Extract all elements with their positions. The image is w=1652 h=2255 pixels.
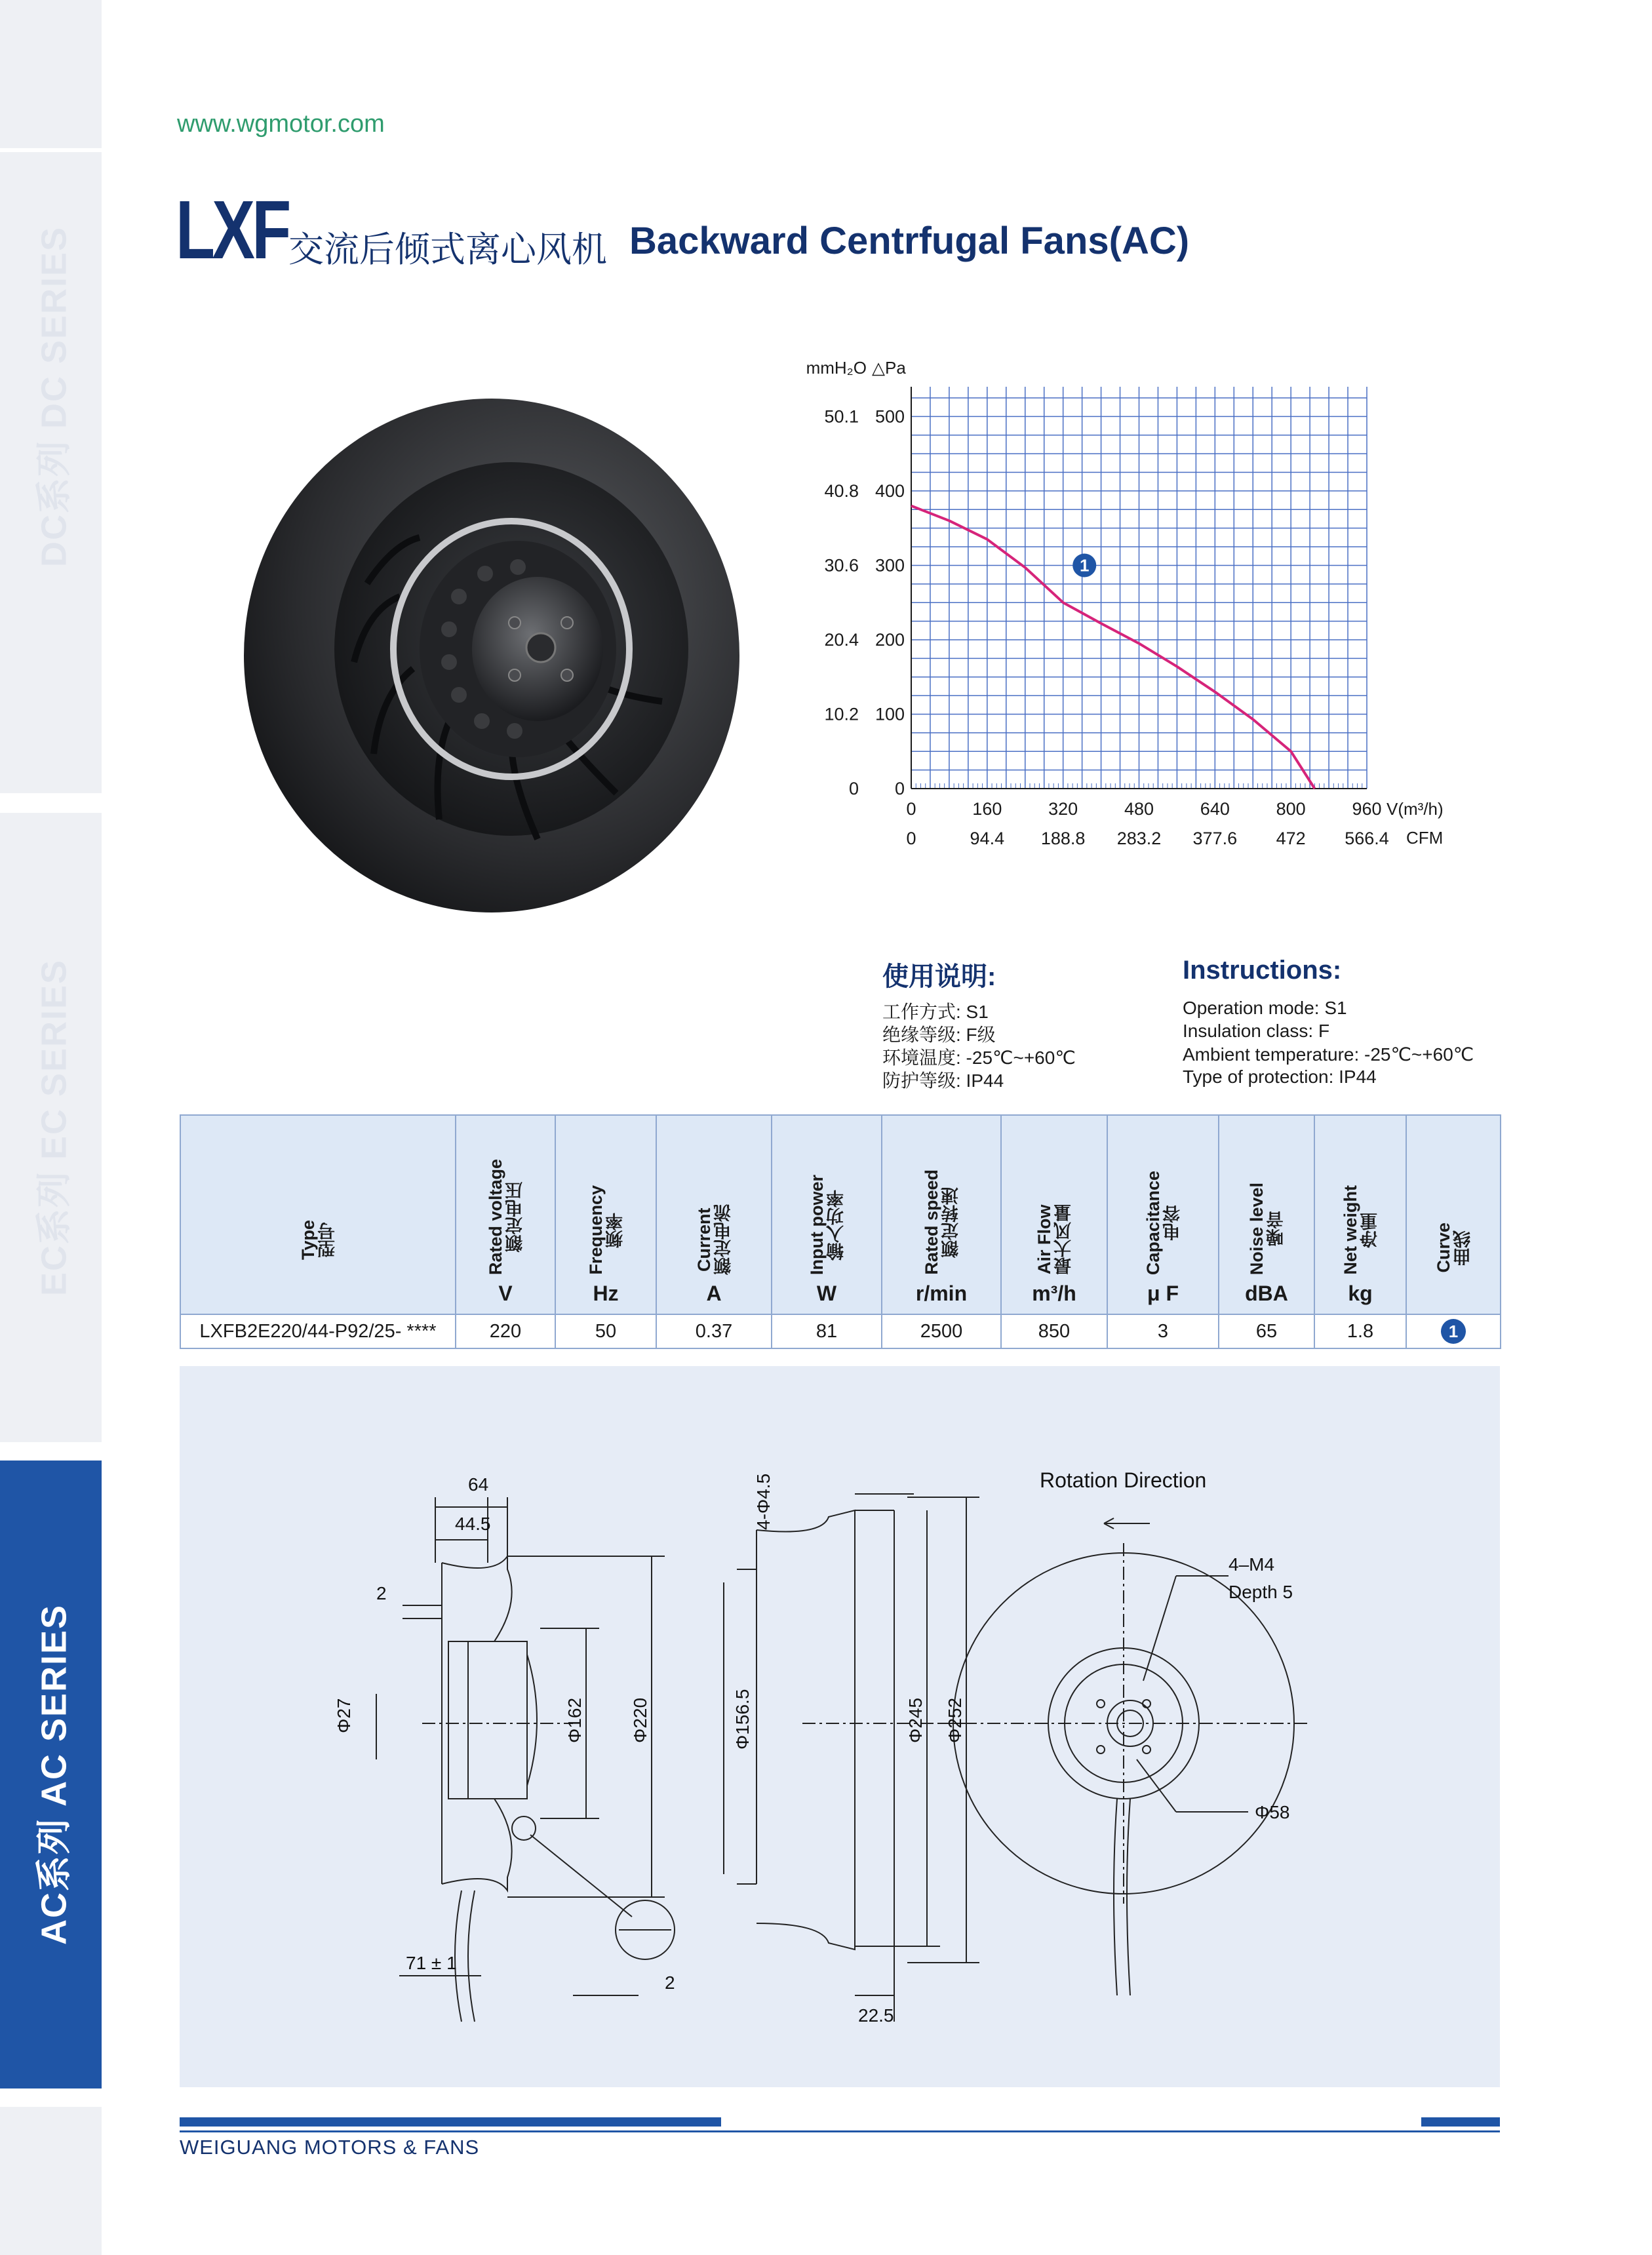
instruction-cn-3: 环境温度: -25℃~+60℃ (882, 1048, 1076, 1068)
sidebar-tab-ec[interactable] (0, 813, 102, 1442)
section-view-profile (757, 1510, 855, 1950)
cell-air-flow: 850 (1001, 1314, 1107, 1348)
header-current-unit: A (706, 1282, 722, 1305)
curve-badge: 1 (1441, 1319, 1466, 1344)
header-curve-label: Curve 曲线 (1434, 1223, 1473, 1273)
dim-2-bottom: 2 (665, 1972, 675, 1993)
sidebar-tab-ec-label: EC系列 EC SERIES (34, 958, 73, 1297)
sidebar-tab-dc[interactable] (0, 0, 102, 793)
header-input-power-label: Input power 输入功率 (807, 1175, 846, 1275)
technical-drawing-panel (180, 1366, 1500, 2087)
page-title-cn: 交流后倾式离心风机 (288, 230, 607, 269)
header-voltage-label: Rated voltage 额定电压 (486, 1158, 525, 1275)
dim-64: 64 (468, 1474, 489, 1495)
x-tick-label-cfm: 188.8 (1040, 829, 1086, 848)
dim-phi156-5: Φ156.5 (732, 1689, 753, 1750)
x-tick-label-m3h: 0 (906, 799, 916, 819)
header-capacitance-unit: μ F (1147, 1282, 1179, 1305)
header-noise-unit: dBA (1245, 1282, 1288, 1305)
dim-depth-5: Depth 5 (1229, 1582, 1293, 1602)
instruction-en-3: Ambient temperature: -25℃~+60℃ (1183, 1044, 1474, 1065)
instruction-en-2: Insulation class: F (1183, 1021, 1330, 1041)
y-tick-label-pa: 100 (875, 704, 905, 724)
hub-center (526, 633, 555, 662)
instruction-en-4: Type of protection: IP44 (1183, 1067, 1377, 1087)
y-tick-label-pa: 400 (875, 480, 905, 501)
header-frequency (555, 1115, 656, 1314)
footer-bar-right (1421, 2117, 1500, 2127)
header-frequency-unit: Hz (593, 1282, 619, 1305)
header-noise (1219, 1115, 1314, 1314)
header-air-flow-label: Air Flow 最大风量 (1034, 1204, 1074, 1275)
header-rated-speed (882, 1115, 1001, 1314)
x-tick-label-cfm: 94.4 (970, 829, 1005, 848)
y-tick-label-mmh2o: 20.4 (824, 629, 859, 650)
y-tick-label-mmh2o: 40.8 (824, 480, 859, 501)
side-view-motor (448, 1641, 527, 1799)
x-tick-label-m3h: 160 (972, 799, 1002, 819)
x-tick-label-cfm: 472 (1276, 829, 1306, 848)
cell-curve (1406, 1314, 1501, 1348)
cell-capacitance: 3 (1107, 1314, 1219, 1348)
header-weight (1314, 1115, 1406, 1314)
dim-phi245: Φ245 (905, 1697, 926, 1743)
rotation-title: Rotation Direction (1040, 1468, 1207, 1492)
rotation-arrow-icon (1104, 1518, 1150, 1529)
x-tick-label-m3h: 800 (1276, 799, 1306, 819)
header-capacitance (1107, 1115, 1219, 1314)
header-noise-label: Noise level 噪音 (1247, 1182, 1286, 1275)
logo: LXF (176, 184, 288, 276)
header-frequency-label: Frequency 频率 (586, 1185, 625, 1275)
y-tick-label-pa: 200 (875, 629, 905, 650)
y-unit-pa: △Pa (872, 358, 906, 378)
dim-4-phi4-5: 4-Φ4.5 (753, 1473, 774, 1530)
dim-44-5: 44.5 (455, 1514, 491, 1534)
tab-divider (0, 148, 102, 152)
dim-4-m4: 4–M4 (1229, 1554, 1275, 1575)
header-air-flow-unit: m³/h (1032, 1282, 1076, 1305)
cell-current: 0.37 (656, 1314, 772, 1348)
y-tick-label-pa: 300 (875, 555, 905, 576)
footer-company: WEIGUANG MOTORS & FANS (180, 2136, 480, 2159)
sidebar-tab-dc-label: DC系列 DC SERIES (34, 226, 73, 568)
header-voltage (456, 1115, 555, 1314)
header-weight-label: Net weight 净重 (1341, 1185, 1380, 1275)
dim-phi27: Φ27 (334, 1698, 354, 1733)
cell-voltage: 220 (456, 1314, 555, 1348)
instruction-cn-2: 绝缘等级: F级 (882, 1025, 996, 1045)
series-line-1 (911, 506, 1314, 789)
instructions-cn-heading: 使用说明: (882, 962, 996, 991)
x-tick-label-m3h: 960 (1352, 799, 1382, 819)
dim-2-top: 2 (376, 1583, 387, 1603)
table-row (180, 1314, 1501, 1348)
performance-chart (774, 354, 1462, 872)
x-tick-label-cfm: 283.2 (1116, 829, 1162, 848)
instructions-en-heading: Instructions: (1183, 956, 1342, 985)
cell-rated-speed: 2500 (882, 1314, 1001, 1348)
dim-phi252: Φ252 (945, 1697, 965, 1743)
dim-22-5: 22.5 (858, 2005, 894, 2026)
header-capacitance-label: Capacitance 电容 (1143, 1170, 1183, 1275)
cell-type: LXFB2E220/44-P92/25- **** (180, 1314, 456, 1348)
header-type (180, 1115, 456, 1314)
site-url[interactable]: www.wgmotor.com (177, 110, 385, 138)
y-tick-label-pa: 500 (875, 406, 905, 427)
footer-rule (180, 2130, 1500, 2132)
tab-divider (0, 793, 102, 797)
x-unit-m3h: V(m³/h) (1386, 799, 1444, 819)
dim-phi220: Φ220 (630, 1697, 650, 1743)
x-tick-label-cfm: 566.4 (1345, 829, 1389, 848)
x-tick-label-m3h: 320 (1048, 799, 1078, 819)
x-tick-label-m3h: 480 (1124, 799, 1154, 819)
technical-drawing (180, 1366, 1500, 2087)
instruction-cn-1: 工作方式: S1 (882, 1002, 989, 1022)
y-tick-label-mmh2o: 0 (848, 779, 859, 798)
x-tick-label-cfm: 0 (906, 829, 916, 848)
header-curve (1406, 1115, 1501, 1314)
y-tick-label-mmh2o: 30.6 (824, 555, 859, 576)
header-weight-unit: kg (1348, 1282, 1373, 1305)
header-voltage-unit: V (498, 1282, 513, 1305)
x-unit-cfm: CFM (1406, 828, 1444, 848)
sidebar-tab-blank (0, 2107, 102, 2255)
header-air-flow (1001, 1115, 1107, 1314)
instruction-en-1: Operation mode: S1 (1183, 998, 1347, 1018)
header-input-power (772, 1115, 882, 1314)
page-title-en: Backward Centrfugal Fans(AC) (629, 220, 1190, 262)
cell-noise: 65 (1219, 1314, 1314, 1348)
y-tick-label-pa: 0 (894, 779, 905, 798)
y-unit-mmh2o: mmH₂O (806, 358, 867, 378)
header-current-label: Current 额定电流 (694, 1204, 734, 1275)
series-badge-label-1: 1 (1080, 555, 1090, 576)
y-tick-label-mmh2o: 50.1 (824, 406, 859, 427)
header-input-power-unit: W (816, 1282, 837, 1305)
header-type-label: Type 型号 (298, 1219, 338, 1260)
y-tick-label-mmh2o: 10.2 (824, 704, 859, 724)
footer-bar (180, 2117, 721, 2127)
header-rated-speed-unit: r/min (915, 1282, 968, 1305)
dim-71: 71 ± 1 (406, 1953, 457, 1973)
spec-header-row (180, 1115, 1501, 1314)
cell-frequency: 50 (555, 1314, 656, 1348)
instruction-cn-4: 防护等级: IP44 (882, 1070, 1004, 1091)
x-tick-label-m3h: 640 (1200, 799, 1230, 819)
cell-input-power: 81 (772, 1314, 882, 1348)
fan-product-image (223, 387, 760, 931)
sidebar-tab-ac-label: AC系列 AC SERIES (34, 1603, 73, 1946)
header-rated-speed-label: Rated speed 额定转速 (922, 1169, 961, 1275)
cell-weight: 1.8 (1314, 1314, 1406, 1348)
dim-phi58: Φ58 (1255, 1802, 1290, 1822)
x-tick-label-cfm: 377.6 (1192, 829, 1238, 848)
header-current (656, 1115, 772, 1314)
spec-table (180, 1114, 1501, 1349)
dim-phi162: Φ162 (564, 1697, 585, 1743)
sidebar-tab-ac[interactable] (0, 1461, 102, 2088)
